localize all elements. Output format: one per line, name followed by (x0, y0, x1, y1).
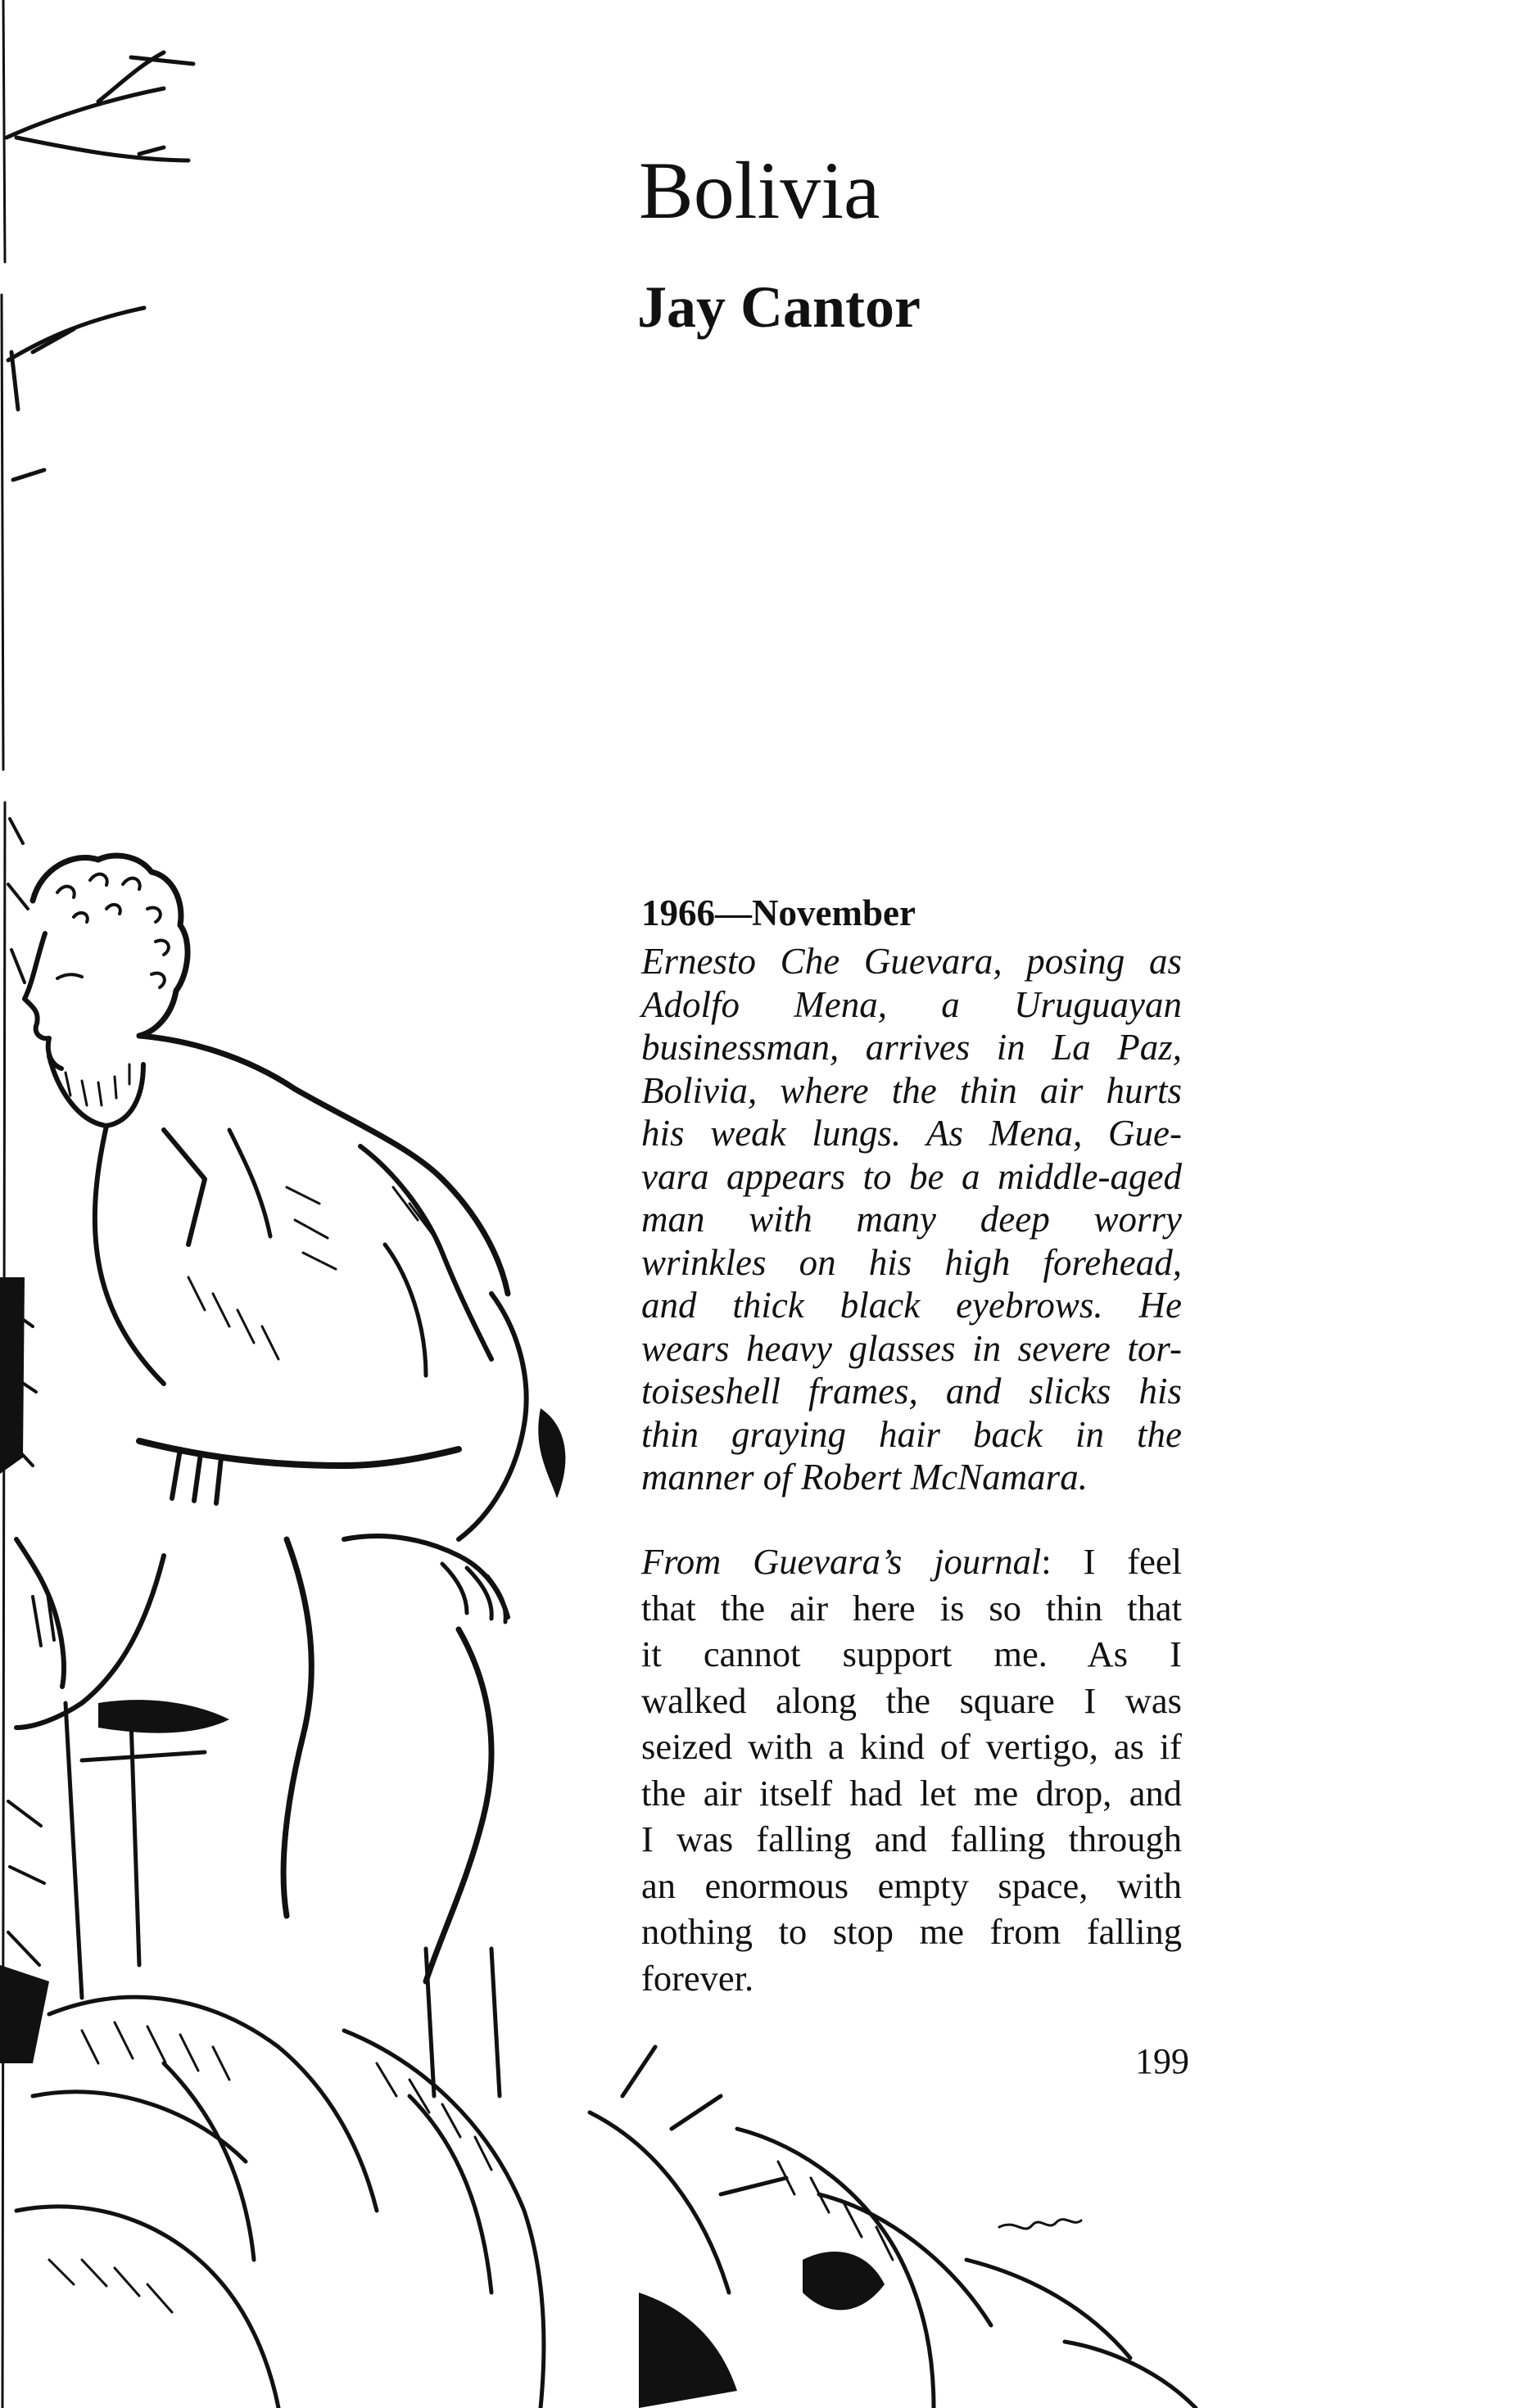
text-line: seized with a kind of vertigo, as if (641, 1726, 1182, 1767)
text-line: the air itself had let me drop, and (641, 1772, 1182, 1814)
branch-middle (8, 308, 144, 480)
text-line: an enormous empty space, with (641, 1864, 1182, 1906)
text-line: Bolivia, where the thin air hurts (641, 1069, 1182, 1111)
text-line: that the air here is so thin that (641, 1587, 1182, 1629)
journal-label: From Guevara’s journal (641, 1541, 1042, 1582)
section-heading: 1966—November (641, 892, 916, 933)
journal-first-line (641, 1538, 1182, 1585)
text-line: walked along the square I was (641, 1679, 1182, 1721)
text-line: Ernesto Che Guevara, posing as (641, 941, 1182, 982)
text-line: thin graying hair back in the (641, 1413, 1182, 1455)
text-line: toiseshell frames, and slicks his (641, 1371, 1182, 1412)
text-line: nothing to stop me from falling (641, 1911, 1182, 1952)
text-line: man with many deep worry (641, 1199, 1182, 1240)
author-name: Jay Cantor (637, 274, 921, 340)
branch-top (7, 52, 193, 160)
intro-paragraph (641, 940, 1182, 1499)
text-line: and thick black eyebrows. He (641, 1285, 1182, 1326)
jungle-foliage (16, 1997, 1196, 2408)
journal-paragraph (641, 1538, 1182, 2001)
figure-man (16, 856, 527, 2096)
page-title: Bolivia (639, 145, 880, 236)
text-line: it cannot support me. As I (641, 1633, 1182, 1674)
text-line: wears heavy glasses in severe tor- (641, 1327, 1182, 1369)
text-line: I was falling and falling through (641, 1818, 1182, 1859)
text-line: vara appears to be a middle-aged (641, 1155, 1182, 1197)
text-line: Adolfo Mena, a Uruguayan (641, 983, 1182, 1025)
text-line: forever. (641, 1957, 754, 1999)
text-line: manner of Robert McNamara. (641, 1457, 1088, 1498)
text-line: his weak lungs. As Mena, Gue- (641, 1113, 1182, 1154)
text-line: businessman, arrives in La Paz, (641, 1027, 1182, 1068)
text-line: wrinkles on his high forehead, (641, 1241, 1182, 1283)
page-number: 199 (1135, 2041, 1189, 2081)
journal-first-line-text: : I feel (1041, 1541, 1182, 1582)
